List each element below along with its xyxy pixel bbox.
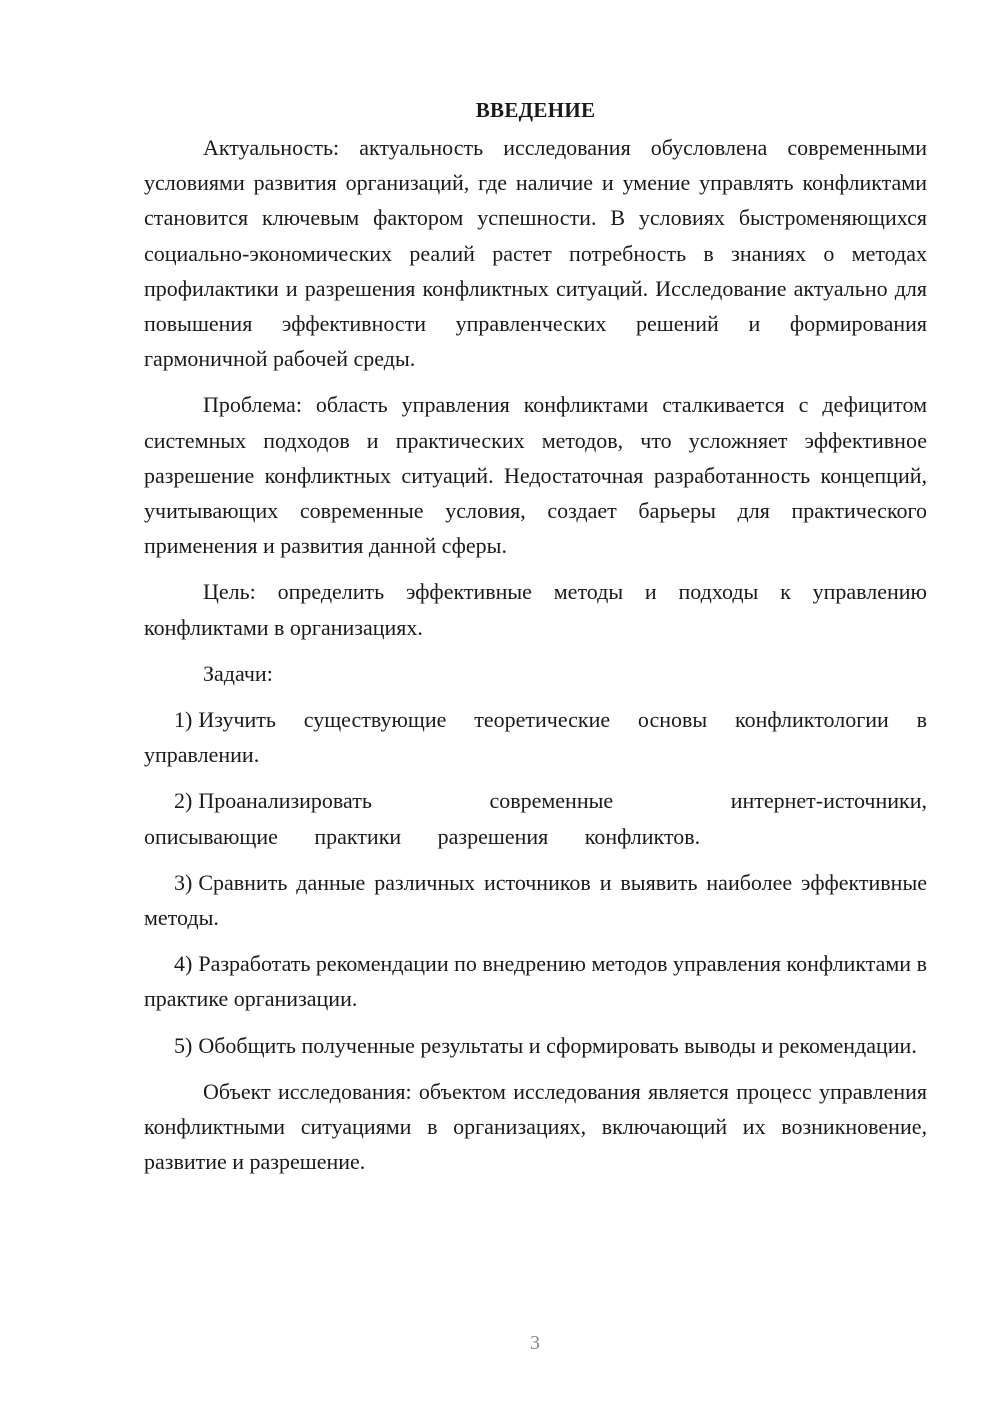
task-number: 1)	[174, 707, 193, 733]
relevance-paragraph: Актуальность: актуальность исследования обусловлена современными условиями развития организаций, где наличие и умение управлять конфликтами становится ключевым фактором успешности. В условиях быстроменяющихся социально-экономических реалий растет потребность в знаниях о методах профилактики и разрешения конфликтных ситуаций. Исследование актуально для повышения эффективности управленческих решений и формирования гармоничной рабочей среды.	[144, 135, 927, 372]
problem-paragraph: Проблема: область управления конфликтами сталкивается с дефицитом системных подходов и практических методов, что усложняет эффективное разрешение конфликтных ситуаций. Недостаточная разработанность концепций, учитывающих современные условия, создает барьеры для практического применения и развития данной сферы.	[144, 392, 927, 559]
task-number: 2)	[174, 788, 193, 814]
page-number: 3	[530, 1332, 540, 1354]
task-text: Проанализировать современные интернет-источники, описывающие практики разрешения конфликтов.	[144, 788, 927, 849]
task-item	[144, 865, 927, 935]
task-text: Разработать рекомендации по внедрению методов управления конфликтами в практике организации.	[144, 951, 927, 1012]
task-item	[144, 702, 927, 772]
task-number: 4)	[174, 951, 193, 977]
task-text: Сравнить данные различных источников и выявить наиболее эффективные методы.	[144, 869, 927, 931]
tasks-list	[144, 702, 927, 1063]
page-content	[144, 92, 927, 1190]
section-title: ВВЕДЕНИЕ	[475, 98, 596, 122]
task-item	[144, 946, 927, 1016]
task-item	[144, 1028, 927, 1063]
object-paragraph: Объект исследования: объектом исследования является процесс управления конфликтными ситуациями в организациях, включающий их возникновение, развитие и разрешение.	[144, 1078, 927, 1175]
tasks-heading: Задачи:	[203, 660, 273, 686]
goal-paragraph: Цель: определить эффективные методы и подходы к управлению конфликтами в организациях.	[144, 579, 927, 640]
task-number: 5)	[174, 1032, 193, 1058]
task-number: 3)	[174, 869, 193, 895]
task-text: Обобщить полученные результаты и сформировать выводы и рекомендации.	[198, 1032, 917, 1058]
task-item	[144, 783, 927, 853]
task-text: Изучить существующие теоретические основы конфликтологии в управлении.	[144, 707, 927, 768]
